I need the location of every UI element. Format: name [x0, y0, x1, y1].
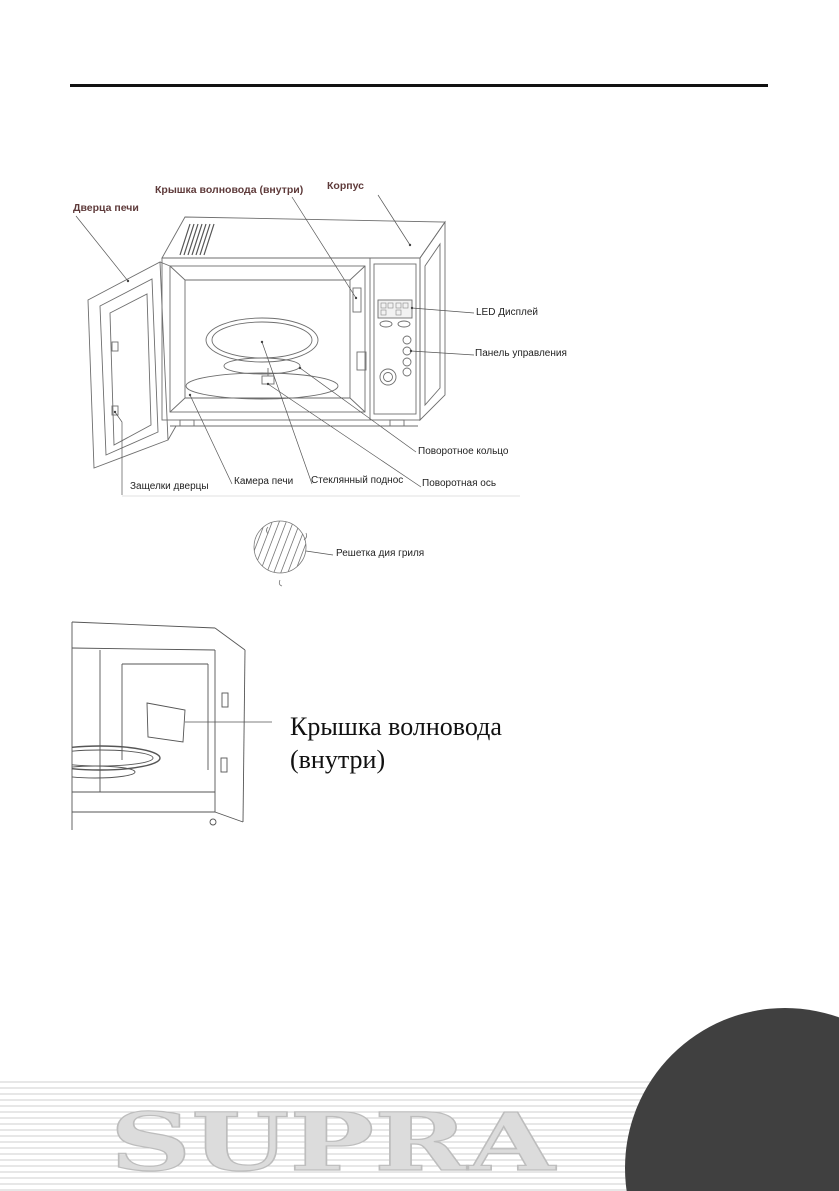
- leader-door: [76, 216, 128, 281]
- door-window: [110, 294, 151, 445]
- leader-lines: [76, 195, 520, 555]
- foot-right: [390, 420, 404, 426]
- leader-waveguide-cover: [292, 197, 356, 298]
- panel-button: [403, 368, 411, 376]
- label-led-display: LED Дисплей: [476, 307, 538, 318]
- glass-tray: [206, 318, 318, 362]
- detail-foot: [210, 819, 216, 825]
- oven-door: [88, 262, 176, 468]
- grill-rack: [236, 512, 325, 586]
- turntable-ring: [224, 358, 300, 374]
- label-grill-rack: Решетка дия гриля: [336, 548, 425, 559]
- label-turntable-shaft: Поворотная ось: [422, 478, 497, 489]
- oven-cavity: [170, 266, 366, 412]
- label-door-latches: Защелки дверцы: [130, 481, 209, 492]
- label-control-panel: Панель управления: [475, 348, 567, 359]
- microwave-detail-illustration: [40, 622, 245, 825]
- label-turntable-ring: Поворотное кольцо: [418, 446, 509, 457]
- detail-turntable-ring: [55, 766, 135, 778]
- control-knob: [380, 369, 396, 385]
- foot-left: [180, 420, 194, 426]
- header-rule: [70, 84, 768, 87]
- control-panel: [370, 258, 416, 420]
- leader-dots: [114, 244, 413, 413]
- leader-grill-rack: [306, 551, 333, 555]
- leader-housing: [378, 195, 410, 245]
- microwave-side: [420, 222, 445, 420]
- panel-button: [403, 358, 411, 366]
- detail-waveguide-label: [290, 710, 502, 776]
- leader-led-display: [412, 308, 474, 313]
- detail-waveguide-cover: [147, 703, 185, 742]
- rack-hook: [279, 580, 282, 586]
- panel-button: [380, 321, 392, 327]
- detail-latch: [221, 758, 227, 772]
- leader-oven-cavity: [190, 395, 232, 484]
- leader-glass-tray: [262, 342, 312, 484]
- vent-grille: [180, 224, 214, 255]
- detail-label-line1: Крышка волновода: [290, 712, 502, 741]
- leader-turntable-ring: [300, 368, 416, 452]
- microwave-front: [162, 258, 420, 420]
- panel-button: [398, 321, 410, 327]
- microwave-illustration: [88, 217, 445, 468]
- side-panel-recess: [425, 244, 440, 405]
- door-latch: [112, 342, 118, 351]
- label-oven-cavity: Камера печи: [234, 476, 294, 487]
- label-waveguide-cover: Крышка волновода (внутри): [155, 184, 304, 196]
- glass-tray-rim: [212, 322, 312, 358]
- control-knob-center: [384, 373, 393, 382]
- label-door: Дверца печи: [73, 202, 139, 214]
- leader-door-latches: [115, 412, 122, 495]
- corner-circle: [625, 1008, 839, 1191]
- label-housing: Корпус: [327, 180, 364, 192]
- brand-logo: SUPRA: [110, 1095, 557, 1189]
- leader-turntable-shaft: [268, 384, 421, 487]
- detail-latch: [222, 693, 228, 707]
- panel-button: [403, 336, 411, 344]
- label-glass-tray: Стеклянный поднос: [311, 475, 404, 486]
- detail-label-line2: (внутри): [290, 745, 386, 774]
- panel-button: [403, 347, 411, 355]
- waveguide-cover: [353, 288, 361, 312]
